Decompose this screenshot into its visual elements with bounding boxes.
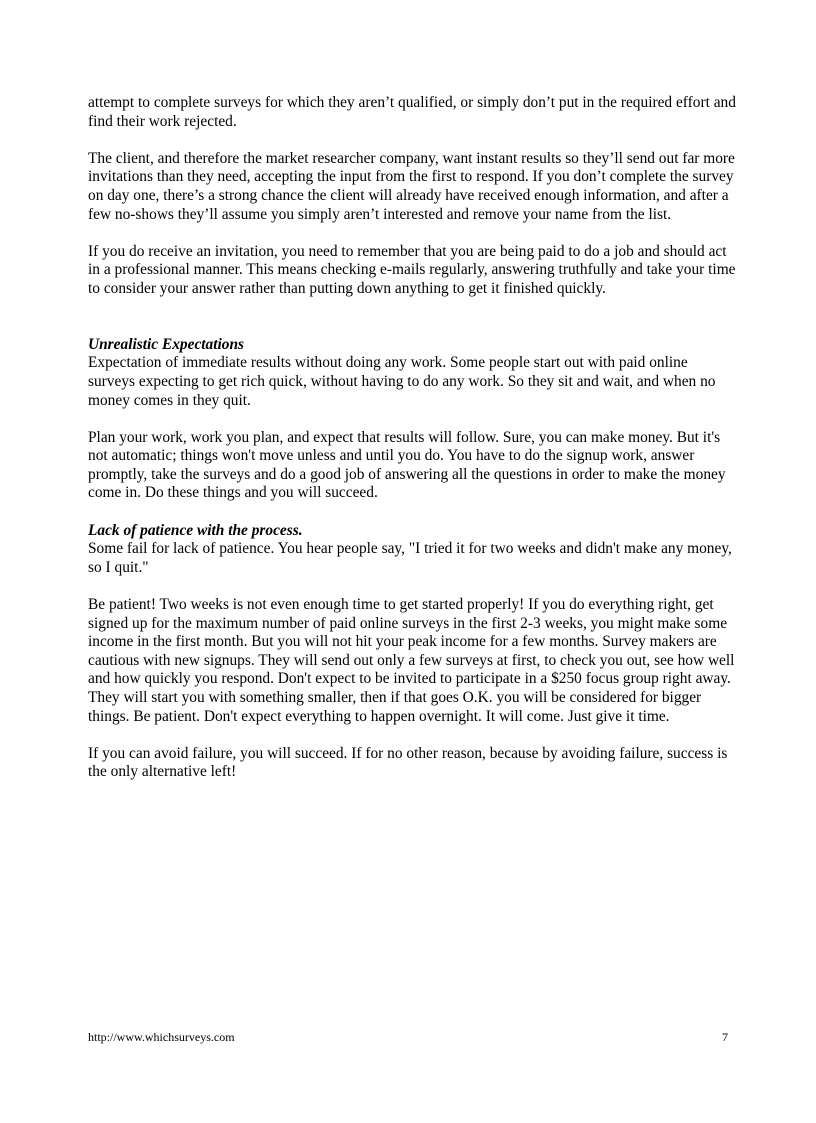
paragraph: Plan your work, work you plan, and expect that results will follow. Sure, you can make money. But it's not automatic; things won't move unless and until you do. You have to do the signup work, answer promptly, take the surveys and do a good job of answering all the questions in order to make the money come in. Do these things and you will succeed. <box>88 428 726 502</box>
footer-url: http://www.whichsurveys.com <box>88 1030 235 1044</box>
paragraph: If you do receive an invitation, you need to remember that you are being paid to do a job and should act in a professional manner. This means checking e-mails regularly, answering truthfully and take your time to consider your answer rather than putting down anything to get it finished quickly. <box>88 242 736 297</box>
paragraph: The client, and therefore the market researcher company, want instant results so they’ll send out far more invitations than they need, accepting the input from the first to respond. If you don’t complete the survey on day one, there’s a strong chance the client will already have received enough information, and after a few no-shows they’ll assume you simply aren’t interested and remove your name from the list. <box>88 149 735 223</box>
section-heading: Unrealistic Expectations <box>88 335 245 353</box>
paragraph: attempt to complete surveys for which they aren’t qualified, or simply don’t put in the required effort and find their work rejected. <box>88 94 736 130</box>
section-unrealistic-expectations <box>88 336 738 503</box>
page-footer <box>88 1030 728 1044</box>
paragraph: Some fail for lack of patience. You hear people say, "I tried it for two weeks and didn't make any money, so I quit." <box>88 540 732 576</box>
section-lack-of-patience <box>88 522 738 782</box>
page-number: 7 <box>722 1030 728 1044</box>
paragraph: Be patient! Two weeks is not even enough time to get started properly! If you do everything right, get signed up for the maximum number of paid online surveys in the first 2-3 weeks, you might make some income in the first month. But you will not hit your peak income for a few months. Survey makers are cautious with new signups. They will send out only a few surveys at first, to check you out, see how well and how quickly you respond. Don't expect to be invited to participate in a $250 focus group right away. They will start you with something smaller, then if that goes O.K. you will be considered for bigger things. Be patient. Don't expect everything to happen overnight. It will come. Just give it time. <box>88 596 735 725</box>
section-spacer <box>88 317 738 336</box>
paragraph: Expectation of immediate results without doing any work. Some people start out with paid online surveys expecting to get rich quick, without having to do any work. So they sit and wait, and when no money comes in they quit. <box>88 354 716 409</box>
section-heading: Lack of patience with the process. <box>88 521 303 539</box>
document-body <box>88 94 738 801</box>
paragraph: If you can avoid failure, you will succeed. If for no other reason, because by avoiding failure, success is the only alternative left! <box>88 744 728 781</box>
